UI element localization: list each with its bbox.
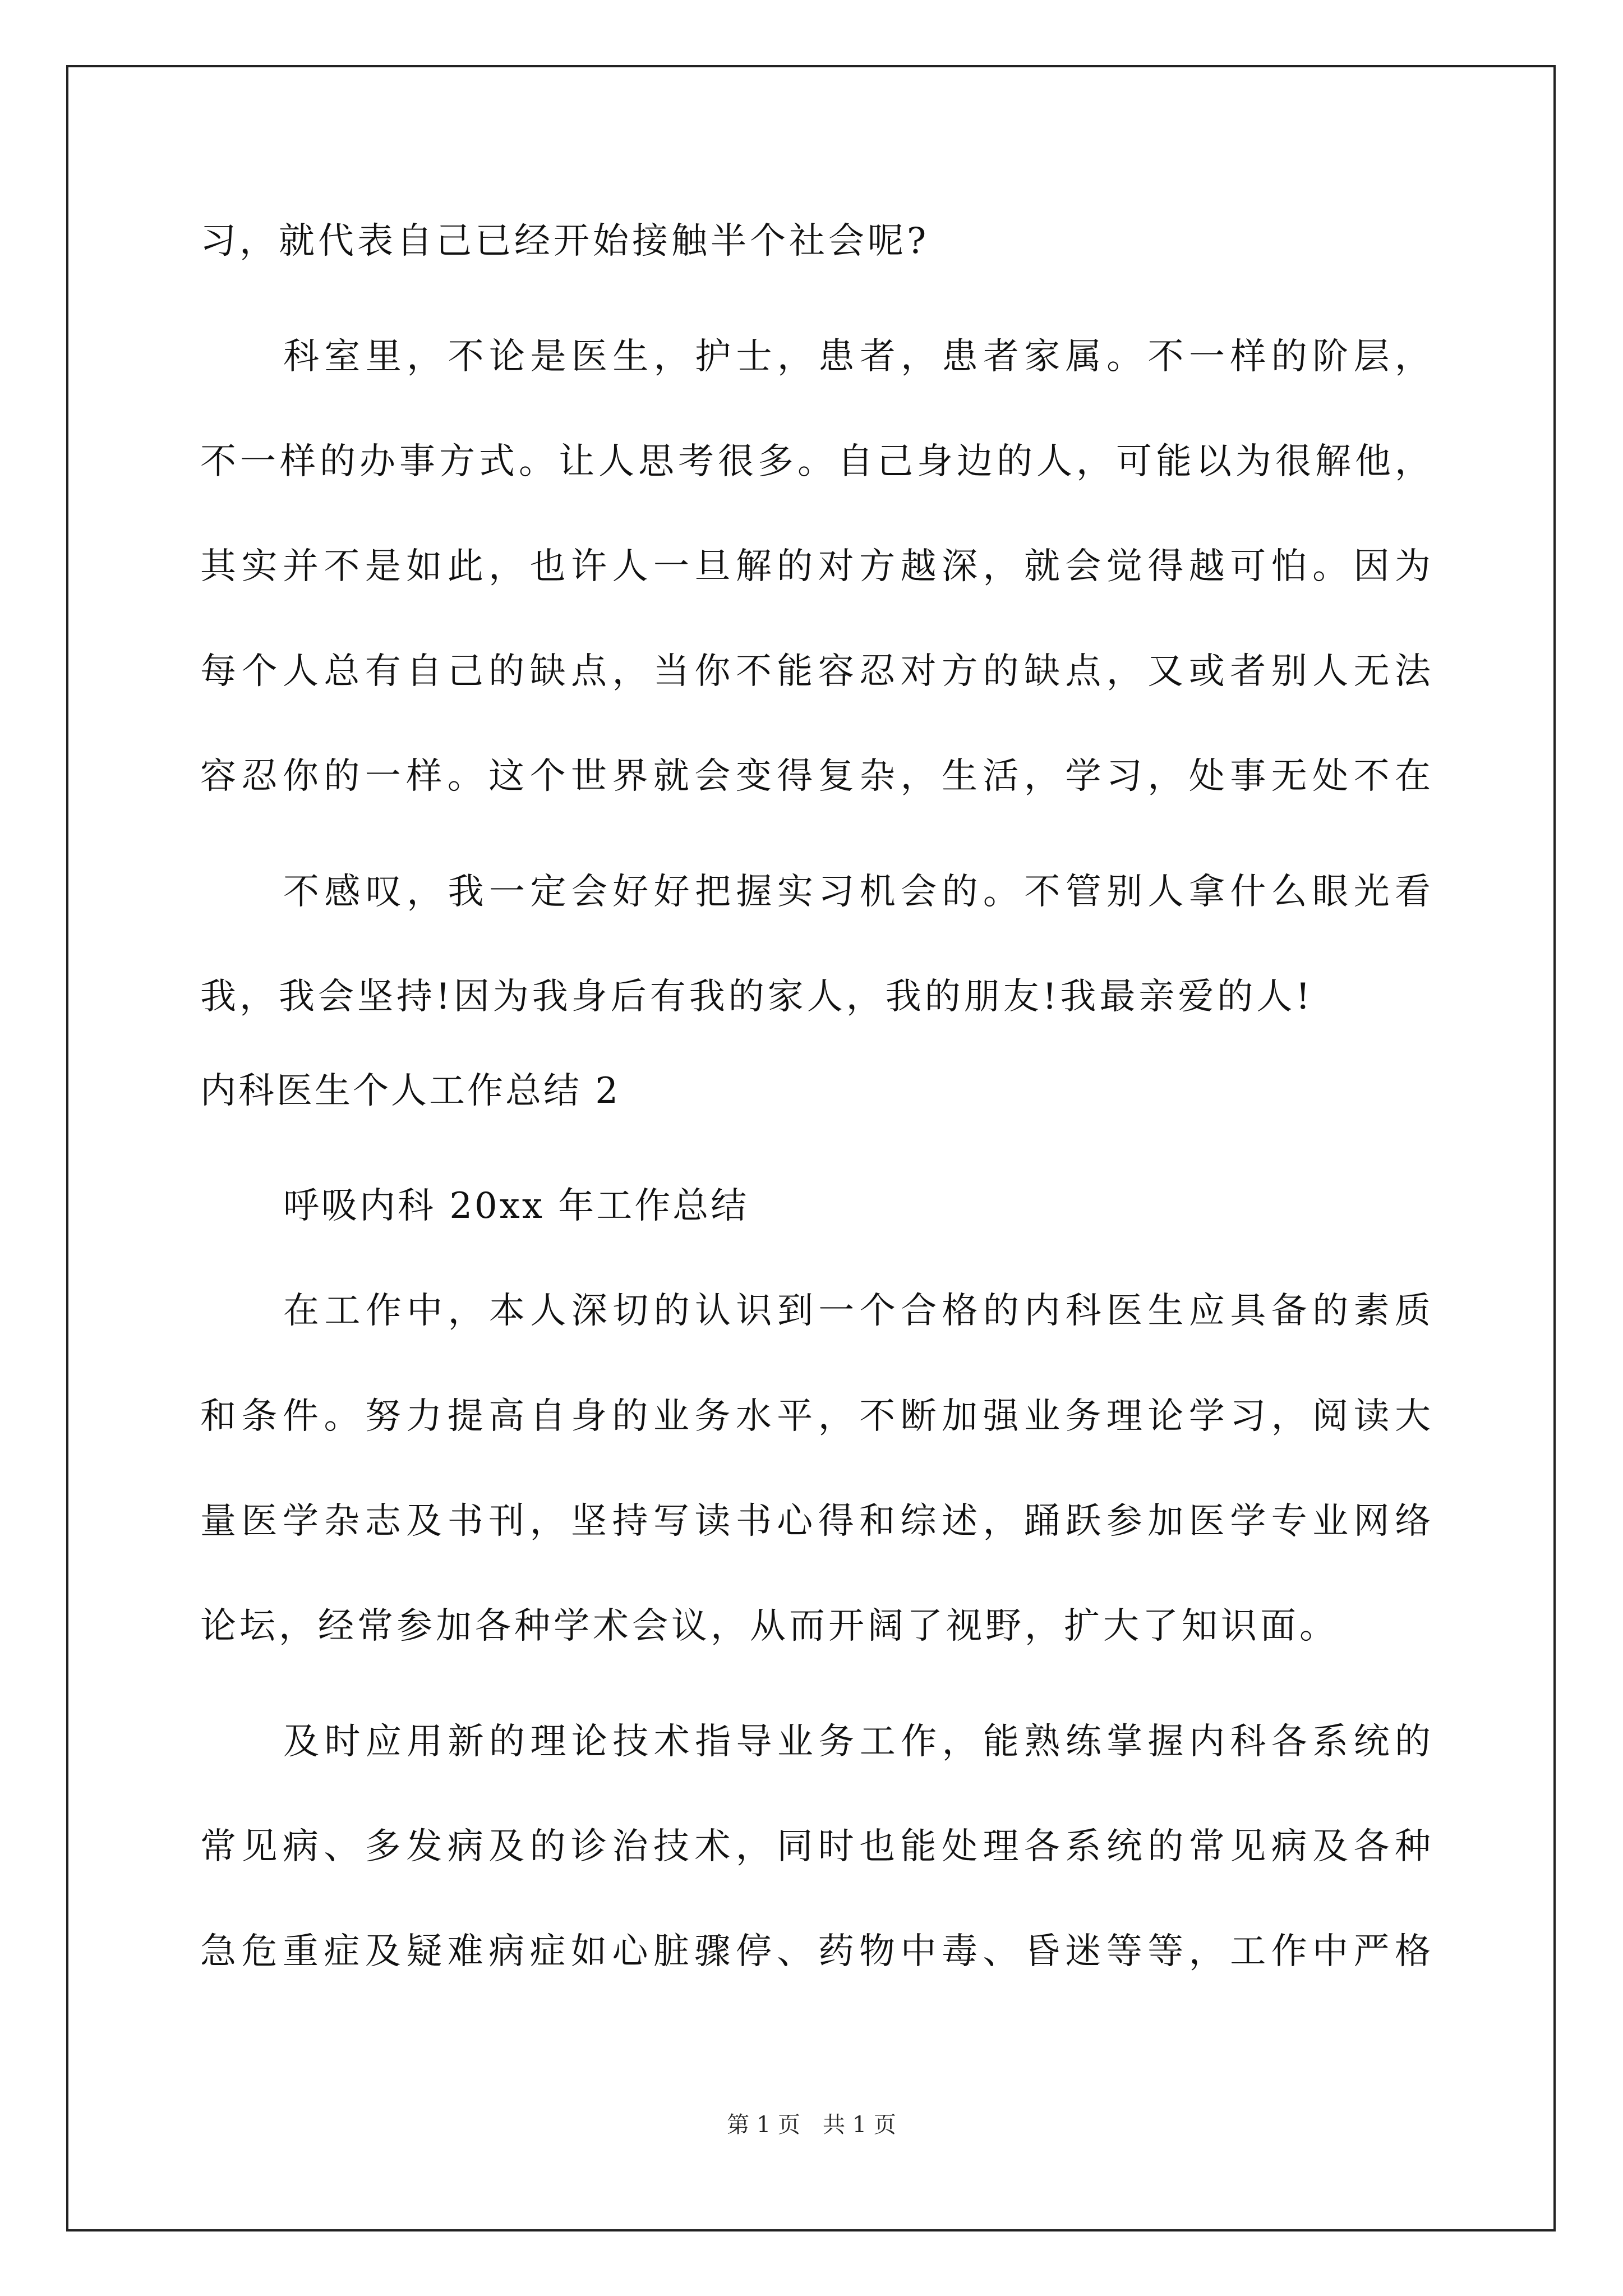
paragraph-first-line: 在工作中，本人深切的认识到一个合格的内科医生应具备的素质: [283, 1290, 1434, 1332]
text-line: 我，我会坚持!因为我身后有我的家人，我的朋友!我最亲爱的人!: [200, 976, 1314, 1018]
page-number-footer: 第 1 页 共 1 页: [727, 2112, 896, 2138]
text-line: 量医学杂志及书刊，坚持写读书心得和综述，踊跃参加医学专业网络: [200, 1501, 1434, 1542]
text-line: 习，就代表自己已经开始接触半个社会呢?: [200, 220, 930, 262]
paragraph-first-line: 及时应用新的理论技术指导业务工作，能熟练掌握内科各系统的: [283, 1721, 1434, 1763]
text-line: 不一样的办事方式。让人思考很多。自己身边的人，可能以为很解他，: [200, 441, 1434, 482]
paragraph-first-line: 不感叹，我一定会好好把握实习机会的。不管别人拿什么眼光看: [283, 871, 1434, 913]
section-heading: 内科医生个人工作总结 2: [200, 1070, 621, 1112]
text-line: 和条件。努力提高自身的业务水平，不断加强业务理论学习，阅读大: [200, 1396, 1434, 1437]
text-line: 容忍你的一样。这个世界就会变得复杂，生活，学习，处事无处不在: [200, 756, 1434, 797]
text-line: 其实并不是如此，也许人一旦解的对方越深，就会觉得越可怕。因为: [200, 546, 1434, 587]
paragraph-first-line: 科室里，不论是医生，护士，患者，患者家属。不一样的阶层，: [283, 336, 1434, 378]
text-line: 每个人总有自己的缺点，当你不能容忍对方的缺点，又或者别人无法: [200, 651, 1434, 692]
subheading: 呼吸内科 20xx 年工作总结: [283, 1185, 749, 1227]
text-line: 常见病、多发病及的诊治技术，同时也能处理各系统的常见病及各种: [200, 1826, 1434, 1867]
text-line: 论坛，经常参加各种学术会议，从而开阔了视野，扩大了知识面。: [200, 1605, 1339, 1647]
text-line: 急危重症及疑难病症如心脏骤停、药物中毒、昏迷等等，工作中严格: [200, 1931, 1434, 1972]
